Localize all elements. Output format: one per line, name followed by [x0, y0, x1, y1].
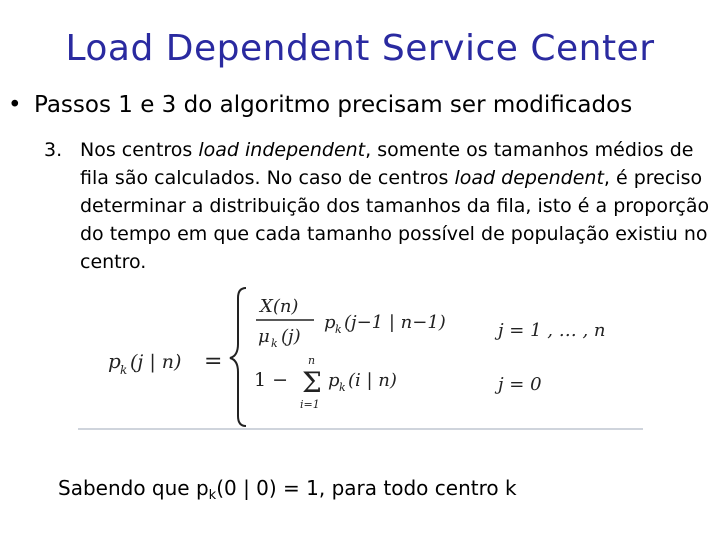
formula-case2-one-minus: 1 −: [254, 369, 289, 391]
formula-case2-sum: Σ: [302, 366, 322, 399]
item-text-italic-1: load independent: [198, 139, 366, 161]
formula-case2-p: p: [328, 370, 340, 391]
item-text-italic-2: load dependent: [454, 167, 604, 189]
item-text: [80, 136, 714, 276]
formula-case2-p-sub: k: [339, 381, 346, 394]
formula-case2-sum-lower: i=1: [300, 398, 320, 411]
formula-case1-p-sub: k: [335, 323, 342, 336]
formula-case2-condition: j = 0: [498, 374, 542, 395]
slide-title: Load Dependent Service Center: [65, 28, 655, 69]
formula-equals: =: [204, 349, 223, 374]
formula-case1-numerator: X(n): [260, 296, 299, 317]
item-text-seg5: , é preciso determinar a distribuição dos tamanhos da fila, isto é a proporção do tempo em que cada tamanho possível de população existiu no centro.: [80, 167, 710, 273]
formula-case1-denominator: (j): [281, 326, 301, 347]
formula-lhs-args: (j | n): [130, 351, 182, 373]
bullet-marker: •: [8, 92, 22, 118]
formula-image: [78, 282, 646, 430]
footer-sub: k: [208, 488, 217, 503]
item-text-seg1: Nos centros: [80, 139, 199, 161]
formula-case1-p: p: [324, 312, 336, 333]
formula-case2-sum-upper: n: [308, 354, 316, 367]
footer-prefix: Sabendo que p: [58, 476, 209, 500]
bullet-text: Passos 1 e 3 do algoritmo precisam ser modificados: [34, 92, 633, 118]
bullet-point: [8, 92, 632, 118]
formula-lhs-k: k: [120, 363, 128, 377]
item-number: 3.: [44, 139, 63, 161]
footer-note: [58, 476, 517, 503]
formula-case2-args: (i | n): [348, 370, 397, 391]
item-text-seg3: , somente os tamanhos médios de fila são calculados. No caso de centros: [80, 139, 694, 189]
formula-brace: [230, 288, 246, 426]
formula-underline: [78, 428, 643, 430]
formula-case1-condition: j = 1 , … , n: [498, 320, 606, 341]
formula-case1-args: (j−1 | n−1): [344, 312, 446, 333]
formula-lhs-p: p: [108, 349, 121, 373]
formula-case1-mu-sub: k: [271, 337, 278, 350]
numbered-item: [44, 136, 714, 276]
formula-case1-mu: μ: [258, 326, 270, 347]
footer-suffix: (0 | 0) = 1, para todo centro k: [216, 476, 517, 500]
